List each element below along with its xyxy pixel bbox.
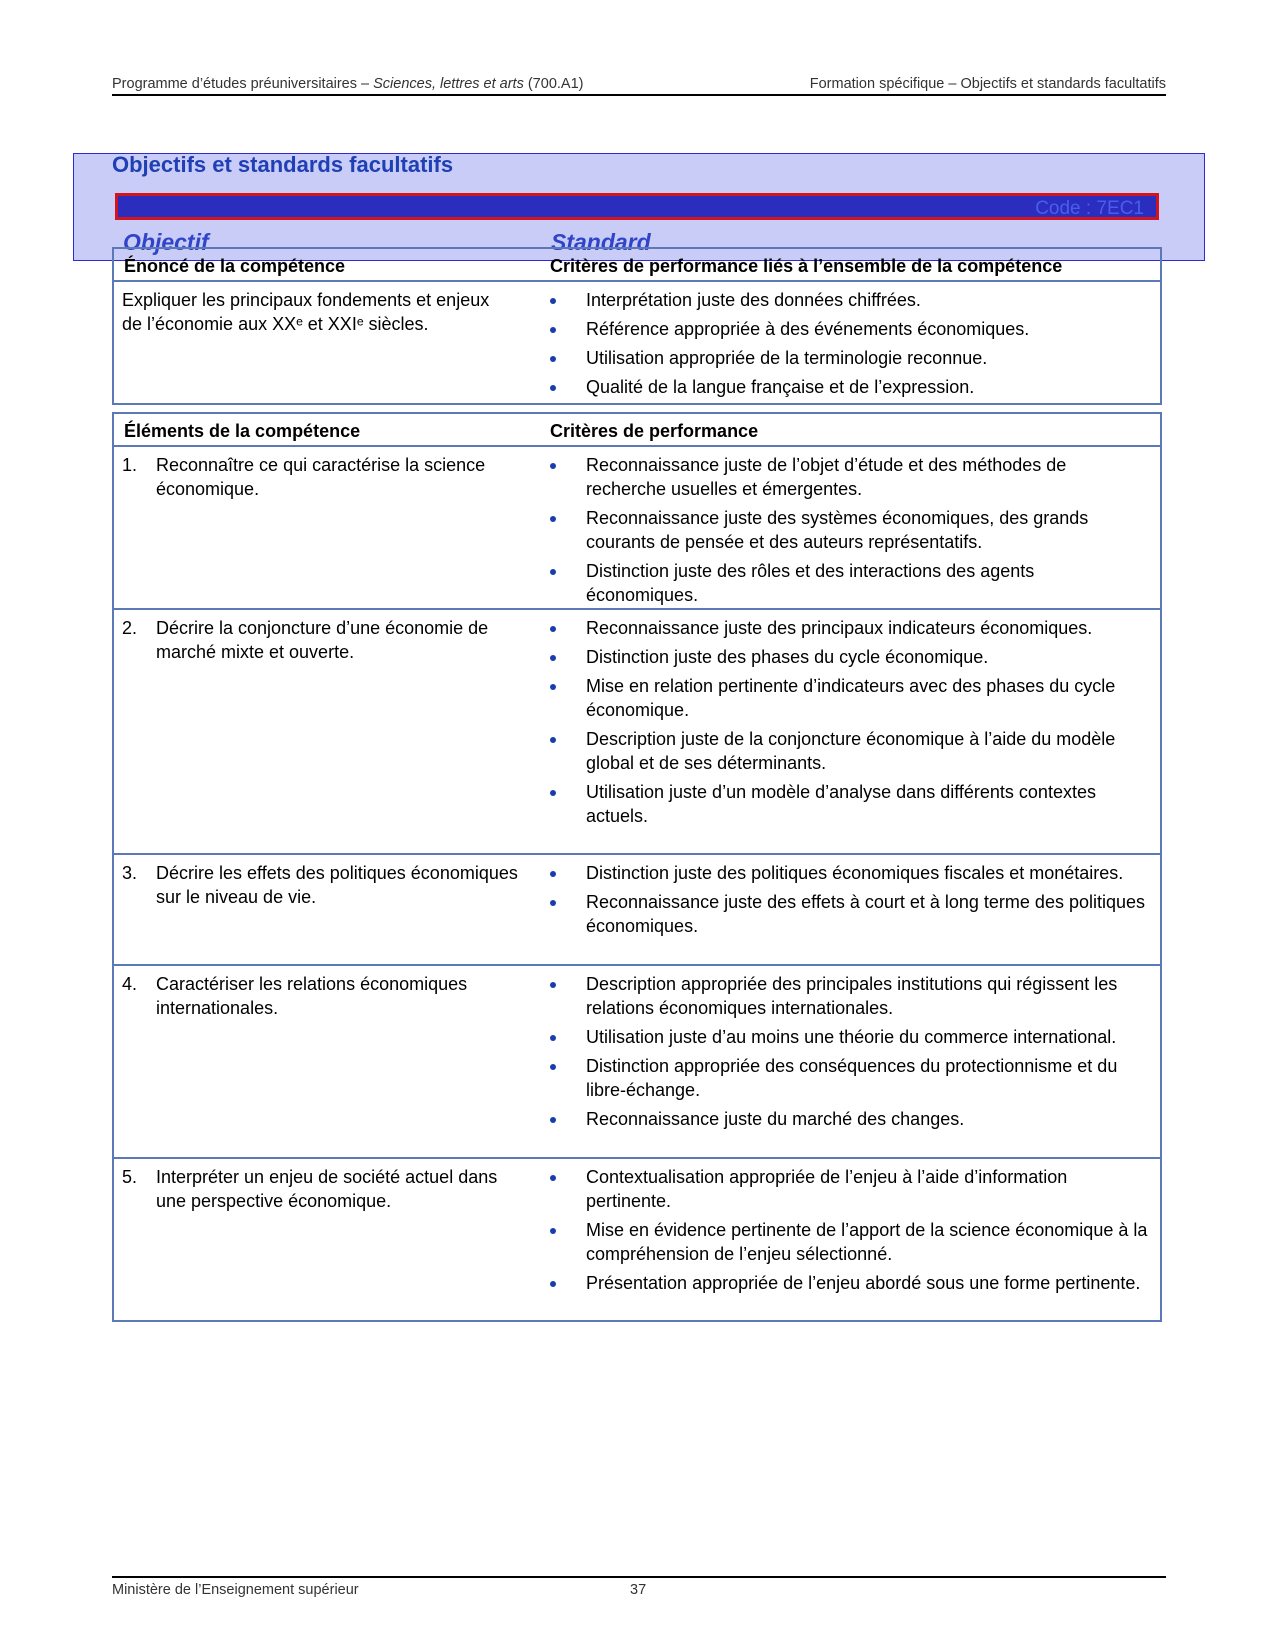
- bullet-icon: [550, 1175, 556, 1181]
- criterion-text: Distinction juste des phases du cycle économique.: [586, 647, 989, 667]
- bullet-icon: [550, 516, 556, 522]
- criterion-item: [550, 645, 1150, 669]
- bullet-icon: [550, 871, 556, 877]
- criterion-text: Reconnaissance juste de l’objet d’étude et des méthodes de recherche usuelles et émergentes.: [586, 455, 1067, 499]
- element-statement: Interpréter un enjeu de société actuel dans une perspective économique.: [156, 1167, 498, 1211]
- header-statement: Énoncé de la compétence: [124, 256, 346, 276]
- element-number: 1.: [122, 455, 138, 475]
- running-header: [112, 76, 1166, 96]
- page-title: Objectifs et standards facultatifs: [112, 152, 454, 177]
- element-text: [122, 972, 532, 1020]
- element-text: [122, 453, 532, 501]
- running-header-italic: Sciences, lettres et arts: [373, 76, 524, 92]
- page-footer: [112, 1576, 1166, 1596]
- competence-statement: Expliquer les principaux fondements et enjeux de l’économie aux XXᵉ et XXIᵉ siècles.: [122, 290, 490, 334]
- element-statement: Décrire les effets des politiques économiques sur le niveau de vie.: [156, 863, 518, 907]
- bullet-icon: [550, 385, 556, 391]
- criterion-item: [550, 861, 1150, 885]
- competence-table: [112, 247, 1162, 405]
- element-statement: Reconnaître ce qui caractérise la science économique.: [156, 455, 486, 499]
- bullet-icon: [550, 1228, 556, 1234]
- element-criteria-list: [550, 616, 1150, 833]
- running-header-section: Formation spécifique – Objectifs et standards facultatifs: [809, 76, 1166, 92]
- element-text: [122, 861, 532, 909]
- criterion-text: Distinction appropriée des conséquences du protectionnisme et du libre-échange.: [586, 1056, 1118, 1100]
- bullet-icon: [550, 1117, 556, 1123]
- element-number: 3.: [122, 863, 138, 883]
- running-header-suffix: (700.A1): [523, 76, 584, 92]
- criterion-item: [550, 1107, 1150, 1131]
- criterion-text: Description juste de la conjoncture économique à l’aide du modèle global et de ses déterminants.: [586, 729, 1116, 773]
- criterion-item: [550, 972, 1150, 1020]
- criterion-item: [550, 1025, 1150, 1049]
- competence-code: Code : 7EC1: [1035, 198, 1144, 219]
- criterion-text: Reconnaissance juste des effets à court et à long terme des politiques économiques.: [586, 892, 1146, 936]
- element-number: 4.: [122, 974, 138, 994]
- element-criteria-list: [550, 1165, 1150, 1300]
- criterion-item: [550, 506, 1150, 554]
- criterion-text: Qualité de la langue française et de l’expression.: [586, 377, 975, 397]
- criterion-item: [550, 674, 1150, 722]
- bullet-icon: [550, 982, 556, 988]
- bullet-icon: [550, 356, 556, 362]
- competence-row: [114, 282, 1160, 404]
- criterion-item: [550, 890, 1150, 938]
- header-elements: Éléments de la compétence: [124, 421, 361, 441]
- bullet-icon: [550, 463, 556, 469]
- criterion-item: [550, 1271, 1150, 1295]
- criterion-text: Description appropriée des principales institutions qui régissent les relations économiques internationales.: [586, 974, 1118, 1018]
- element-number: 5.: [122, 1167, 138, 1187]
- criterion-item: [550, 288, 1150, 312]
- footer-ministry: Ministère de l’Enseignement supérieur: [112, 1582, 359, 1598]
- element-row: [114, 855, 1160, 966]
- criterion-text: Mise en évidence pertinente de l’apport de la science économique à la compréhension de l’enjeu sélectionné.: [586, 1220, 1148, 1264]
- criterion-text: Présentation appropriée de l’enjeu abordé sous une forme pertinente.: [586, 1273, 1141, 1293]
- bullet-icon: [550, 1035, 556, 1041]
- criterion-text: Utilisation appropriée de la terminologie reconnue.: [586, 348, 988, 368]
- criterion-text: Référence appropriée à des événements économiques.: [586, 319, 1030, 339]
- bullet-icon: [550, 737, 556, 743]
- criterion-item: [550, 453, 1150, 501]
- criterion-text: Reconnaissance juste des principaux indicateurs économiques.: [586, 618, 1093, 638]
- element-text: [122, 1165, 532, 1213]
- elements-table-header: [114, 414, 1160, 447]
- elements-table: [112, 412, 1162, 1322]
- criterion-item: [550, 346, 1150, 370]
- element-criteria-list: [550, 972, 1150, 1136]
- bullet-icon: [550, 900, 556, 906]
- criterion-text: Reconnaissance juste des systèmes économiques, des grands courants de pensée et des auteurs représentatifs.: [586, 508, 1089, 552]
- header-criteria: Critères de performance: [550, 421, 759, 441]
- column-heading-objectif: Objectif: [123, 229, 209, 255]
- bullet-icon: [550, 790, 556, 796]
- bullet-icon: [550, 684, 556, 690]
- element-statement: Décrire la conjoncture d’une économie de marché mixte et ouverte.: [156, 618, 489, 662]
- criterion-text: Utilisation juste d’un modèle d’analyse dans différents contextes actuels.: [586, 782, 1096, 826]
- element-row: [114, 447, 1160, 610]
- running-header-prefix: Programme d’études préuniversitaires –: [112, 76, 374, 92]
- criterion-item: [550, 616, 1150, 640]
- bullet-icon: [550, 626, 556, 632]
- element-row: [114, 1159, 1160, 1314]
- criterion-text: Interprétation juste des données chiffrées.: [586, 290, 921, 310]
- element-criteria-list: [550, 861, 1150, 943]
- criterion-text: Utilisation juste d’au moins une théorie du commerce international.: [586, 1027, 1117, 1047]
- criterion-item: [550, 727, 1150, 775]
- criterion-item: [550, 780, 1150, 828]
- element-row: [114, 966, 1160, 1159]
- criterion-item: [550, 1165, 1150, 1213]
- element-number: 2.: [122, 618, 138, 638]
- running-header-program: [112, 76, 583, 92]
- element-row: [114, 610, 1160, 855]
- bullet-icon: [550, 327, 556, 333]
- code-bar: [115, 193, 1159, 220]
- overall-criteria-list: [550, 288, 1150, 404]
- competence-table-header: [114, 249, 1160, 282]
- bullet-icon: [550, 569, 556, 575]
- header-overall-criteria: Critères de performance liés à l’ensemble de la compétence: [550, 256, 1063, 276]
- criterion-text: Mise en relation pertinente d’indicateurs avec des phases du cycle économique.: [586, 676, 1116, 720]
- element-text: [122, 616, 532, 664]
- page-number: 37: [630, 1582, 647, 1598]
- element-statement: Caractériser les relations économiques internationales.: [156, 974, 468, 1018]
- element-criteria-list: [550, 453, 1150, 612]
- bullet-icon: [550, 1064, 556, 1070]
- bullet-icon: [550, 298, 556, 304]
- criterion-text: Distinction juste des politiques économiques fiscales et monétaires.: [586, 863, 1124, 883]
- criterion-item: [550, 1054, 1150, 1102]
- criterion-text: Reconnaissance juste du marché des changes.: [586, 1109, 965, 1129]
- criterion-item: [550, 375, 1150, 399]
- criterion-text: Contextualisation appropriée de l’enjeu à l’aide d’information pertinente.: [586, 1167, 1068, 1211]
- criterion-item: [550, 559, 1150, 607]
- bullet-icon: [550, 1281, 556, 1287]
- column-heading-standard: Standard: [551, 229, 651, 255]
- criterion-item: [550, 317, 1150, 341]
- bullet-icon: [550, 655, 556, 661]
- criterion-text: Distinction juste des rôles et des interactions des agents économiques.: [586, 561, 1035, 605]
- criterion-item: [550, 1218, 1150, 1266]
